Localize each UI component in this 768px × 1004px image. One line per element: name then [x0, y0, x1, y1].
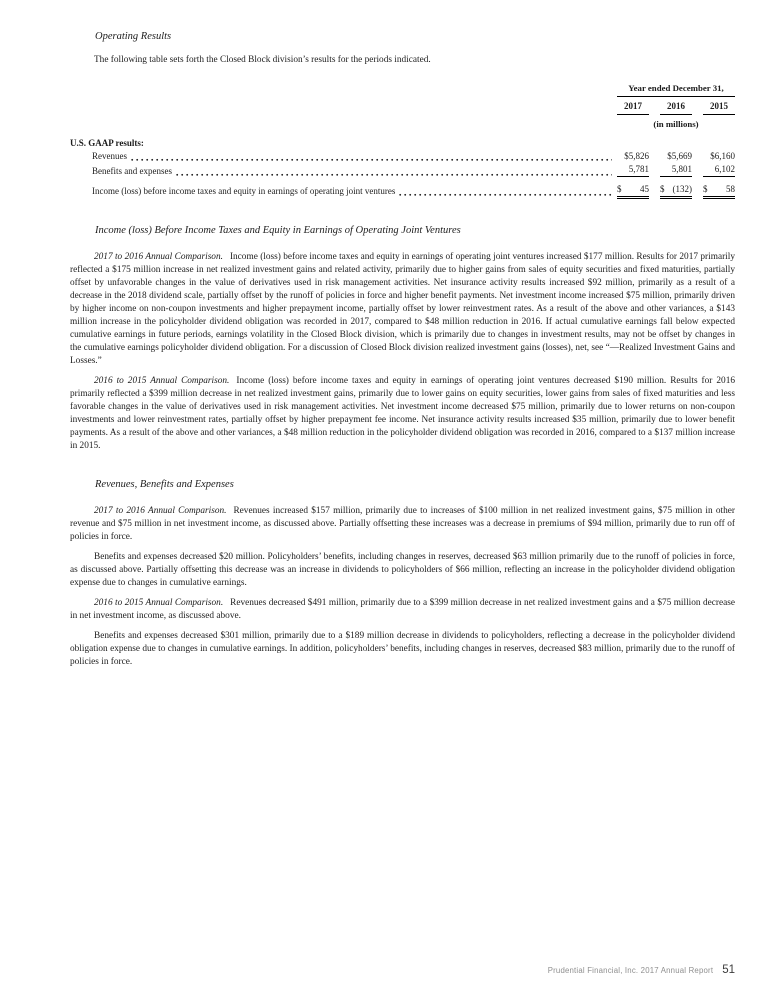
- value-2016: 5,801: [660, 163, 692, 177]
- paragraph-text: Income (loss) before income taxes and equity in earnings of operating joint ventures decreased $190 million. Results for 2016 primarily reflected a $399 million decrease in net realized investment gains, primarily due to lower gains on equity securities, lower gains from sales of fixed maturities and less favorable changes in the value of derivatives used in risk management activities. Net investment income decreased $75 million, primarily due to lower returns on non-coupon investments and lower reinvestment rates, partially offset by higher prepayment fee income. Net insurance activity results increased $35 million, primarily due to lower benefit payments. As a result of the above and other variances, a $48 million reduction in the policyholder dividend obligation was recorded in 2016, compared to a $137 million increase in 2015.: [70, 376, 735, 451]
- table-row-income-loss: [70, 183, 735, 197]
- value-2017: 5,781: [617, 163, 649, 177]
- value-2016: [660, 183, 692, 197]
- table-row-revenues: [70, 150, 735, 162]
- value-2017: [617, 183, 649, 197]
- row-label: Income (loss) before income taxes and equity in earnings of operating joint ventures: [92, 186, 396, 196]
- dot-leader: [399, 193, 612, 196]
- table-year-2015: 2015: [703, 100, 735, 115]
- value-2016: $5,669: [667, 151, 692, 161]
- paragraph-benefits-expenses-2016: [70, 630, 735, 669]
- paragraph-2017-2016-revenues: [70, 505, 735, 544]
- section-title-operating-results: Operating Results: [95, 31, 172, 42]
- row-label: Revenues: [92, 151, 127, 161]
- paragraph-2016-2015-revenues: [70, 597, 735, 623]
- paragraph-lead: 2017 to 2016 Annual Comparison.: [94, 506, 227, 516]
- dot-leader: [131, 158, 612, 161]
- paragraph-2016-2015-income: [70, 375, 735, 453]
- paragraph-text: Benefits and expenses decreased $20 million. Policyholders’ benefits, including changes in reserves, decreased $63 million primarily due to the runoff of policies in force, as discussed above. Partially offsetting this decrease was an increase in dividends to policyholders of $66 million, reflecting an increase in the policyholder dividend obligation expense due to changes in cumulative earnings.: [70, 552, 735, 588]
- table-years-row: [617, 100, 735, 115]
- intro-paragraph: The following table sets forth the Closed Block division’s results for the periods indicated.: [94, 55, 431, 65]
- amount: 45: [640, 184, 649, 194]
- closed-block-results-table: [70, 82, 735, 197]
- currency-symbol: $: [703, 184, 708, 194]
- value-2015: $6,160: [710, 151, 735, 161]
- amount: (132): [672, 184, 692, 194]
- page-number: 51: [722, 964, 735, 976]
- paragraph-text: Benefits and expenses decreased $301 million, primarily due to a $189 million decrease in dividends to policyholders, reflecting a decrease in the policyholder dividend obligation expense due to changes in cumulative earnings. In addition, policyholders’ benefits, including changes in reserves, decreased $83 million, primarily due to the runoff of policies in force.: [70, 631, 735, 667]
- paragraph-lead: 2016 to 2015 Annual Comparison.: [94, 598, 224, 608]
- table-header: [70, 82, 735, 130]
- amount: 58: [726, 184, 735, 194]
- section-title-income-loss: Income (loss) Before Income Taxes and Equity in Earnings of Operating Joint Ventures: [95, 225, 461, 236]
- paragraph-2017-2016-income: [70, 251, 735, 368]
- table-row-benefits-expenses: [70, 163, 735, 177]
- paragraph-lead: 2017 to 2016 Annual Comparison.: [94, 252, 223, 262]
- table-period-header: Year ended December 31,: [617, 82, 735, 97]
- paragraph-text: Revenues decreased $491 million, primarily due to a $399 million decrease in net realized investment gains and a $75 million decrease in net investment income, as discussed above.: [70, 598, 735, 621]
- row-label: Benefits and expenses: [92, 166, 172, 176]
- value-2017: $5,826: [624, 151, 649, 161]
- value-2015: 6,102: [703, 163, 735, 177]
- currency-symbol: $: [660, 184, 665, 194]
- table-units-label: (in millions): [653, 119, 699, 129]
- table-year-2016: 2016: [660, 100, 692, 115]
- currency-symbol: $: [617, 184, 622, 194]
- table-year-2017: 2017: [617, 100, 649, 115]
- paragraph-lead: 2016 to 2015 Annual Comparison.: [94, 376, 230, 386]
- table-group-label: U.S. GAAP results:: [70, 138, 144, 148]
- page-footer: [548, 964, 735, 976]
- paragraph-benefits-expenses-2017: [70, 551, 735, 590]
- section-title-revenues: Revenues, Benefits and Expenses: [95, 479, 234, 490]
- dot-leader: [176, 173, 612, 176]
- page-content: [70, 30, 735, 669]
- paragraph-text: Revenues increased $157 million, primarily due to increases of $100 million in net realized investment gains, $75 million in other revenue and $75 million in net investment income, as discussed above. Partially offsetting these increases was a decrease in premiums of $94 million, primarily due to run off of policies in force.: [70, 506, 735, 542]
- value-2015: [703, 183, 735, 197]
- footer-report-name: Prudential Financial, Inc. 2017 Annual Report: [547, 966, 714, 975]
- paragraph-text: Income (loss) before income taxes and equity in earnings of operating joint ventures increased $177 million. Results for 2017 primarily reflected a $175 million increase in net realized investment gains and related activity, primarily due to higher gains from sales of equity securities and fixed maturities, partially offset by unfavorable changes in the value of derivatives used in risk management activities. Net insurance activity results increased $92 million, primarily as a result of a decrease in the 2018 dividend scale, partially offset by the runoff of policies in force and higher benefit payments. Net investment income increased $75 million, primarily driven by higher income on non-coupon investments and higher prepayment income, partially offset by lower reinvestment rates. As a result of the above and other variances, a $143 million increase in the policyholder dividend obligation was recorded in 2017, compared to $48 million reduction in 2016. If actual cumulative earnings fall below expected cumulative earnings in future periods, earnings volatility in the Closed Block division, which is primarily due to changes in investment results, may not be offset by changes in the cumulative earnings policyholder dividend obligation. For a discussion of Closed Block division realized investment gains (losses), net, see “—Realized Investment Gains and Losses.”: [70, 252, 735, 366]
